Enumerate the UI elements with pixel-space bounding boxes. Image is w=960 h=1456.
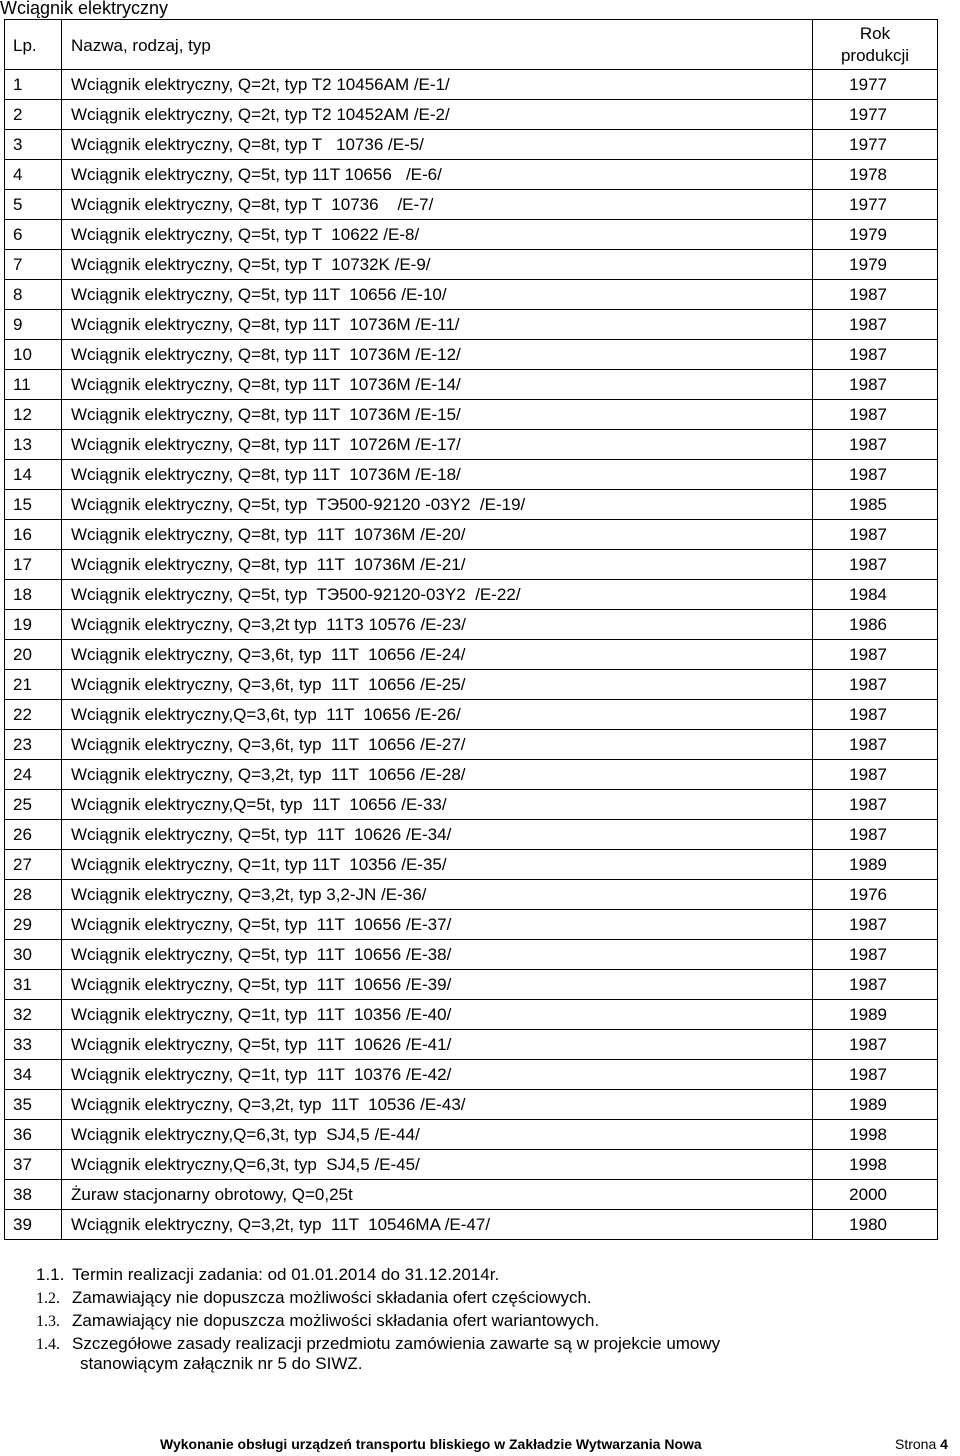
cell-lp: 22 [5, 700, 62, 730]
note-text: Zamawiający nie dopuszcza możliwości składania ofert częściowych. [72, 1288, 592, 1307]
table-row [5, 130, 938, 160]
note-text: Zamawiający nie dopuszcza możliwości składania ofert wariantowych. [72, 1311, 600, 1330]
cell-name: Wciągnik elektryczny, Q=1t, typ 11T 10376 /E-42/ [62, 1060, 813, 1090]
cell-lp: 26 [5, 820, 62, 850]
table-row [5, 190, 938, 220]
table-row [5, 850, 938, 880]
table-row [5, 280, 938, 310]
note-item [36, 1334, 720, 1374]
table-row [5, 1180, 938, 1210]
cell-year: 1987 [813, 520, 938, 550]
cell-name: Wciągnik elektryczny, Q=5t, typ 11T 10656 /E-39/ [62, 970, 813, 1000]
note-number: 1.2. [36, 1290, 60, 1307]
cell-lp: 15 [5, 490, 62, 520]
cell-year: 1984 [813, 580, 938, 610]
cell-name: Wciągnik elektryczny, Q=5t, typ TЭ500-92120 -03Y2 /E-19/ [62, 490, 813, 520]
cell-lp: 32 [5, 1000, 62, 1030]
table-row [5, 100, 938, 130]
cell-name: Wciągnik elektryczny, Q=5t, typ 11T 10656 /E-6/ [62, 160, 813, 190]
cell-lp: 33 [5, 1030, 62, 1060]
cell-year: 1987 [813, 940, 938, 970]
table-row [5, 1120, 938, 1150]
table-row [5, 520, 938, 550]
cell-year: 1989 [813, 850, 938, 880]
cell-name: Wciągnik elektryczny, Q=2t, typ T2 10456AM /E-1/ [62, 70, 813, 100]
cell-year: 1979 [813, 220, 938, 250]
note-item [36, 1311, 599, 1331]
table-row [5, 940, 938, 970]
cell-year: 1987 [813, 730, 938, 760]
cell-year: 1987 [813, 640, 938, 670]
table-row [5, 1090, 938, 1120]
cell-lp: 35 [5, 1090, 62, 1120]
cell-lp: 30 [5, 940, 62, 970]
table-row [5, 700, 938, 730]
table-row [5, 250, 938, 280]
cell-name: Wciągnik elektryczny, Q=8t, typ 11T 10736M /E-11/ [62, 310, 813, 340]
cell-lp: 23 [5, 730, 62, 760]
cell-name: Wciągnik elektryczny, Q=3,2t, typ 11T 10656 /E-28/ [62, 760, 813, 790]
cell-lp: 8 [5, 280, 62, 310]
cell-lp: 21 [5, 670, 62, 700]
cell-lp: 28 [5, 880, 62, 910]
cell-name: Wciągnik elektryczny,Q=3,6t, typ 11T 10656 /E-26/ [62, 700, 813, 730]
table-header-row [5, 20, 938, 70]
cell-year: 1987 [813, 430, 938, 460]
cell-name: Wciągnik elektryczny, Q=5t, typ 11T 10656 /E-37/ [62, 910, 813, 940]
table-row [5, 490, 938, 520]
cell-name: Wciągnik elektryczny, Q=5t, typ 11T 10626 /E-34/ [62, 820, 813, 850]
cell-year: 2000 [813, 1180, 938, 1210]
cell-name: Wciągnik elektryczny,Q=6,3t, typ SJ4,5 /E-45/ [62, 1150, 813, 1180]
cell-lp: 24 [5, 760, 62, 790]
cell-year: 1987 [813, 1030, 938, 1060]
cell-name: Wciągnik elektryczny, Q=8t, typ 11T 10736M /E-18/ [62, 460, 813, 490]
cell-year: 1987 [813, 550, 938, 580]
table-row [5, 820, 938, 850]
table-row [5, 610, 938, 640]
table-row [5, 880, 938, 910]
cell-name: Wciągnik elektryczny, Q=3,2t, typ 11T 10546MA /E-47/ [62, 1210, 813, 1240]
cell-year: 1998 [813, 1120, 938, 1150]
cell-lp: 3 [5, 130, 62, 160]
cell-year: 1987 [813, 460, 938, 490]
table-row [5, 790, 938, 820]
cell-name: Wciągnik elektryczny, Q=2t, typ T2 10452AM /E-2/ [62, 100, 813, 130]
footer-text: Wykonanie obsługi urządzeń transportu bliskiego w Zakładzie Wytwarzania Nowa [160, 1436, 702, 1452]
header-year [813, 20, 938, 70]
cell-lp: 6 [5, 220, 62, 250]
cell-lp: 7 [5, 250, 62, 280]
note-item [36, 1265, 499, 1285]
cell-lp: 18 [5, 580, 62, 610]
cell-year: 1989 [813, 1090, 938, 1120]
table-body [5, 70, 938, 1240]
table-row [5, 970, 938, 1000]
note-number: 1.1. [36, 1265, 65, 1284]
table-row [5, 1060, 938, 1090]
cell-year: 1979 [813, 250, 938, 280]
header-year-line1: Rok [859, 23, 891, 43]
note-number: 1.4. [36, 1336, 60, 1353]
cell-lp: 1 [5, 70, 62, 100]
table-row [5, 430, 938, 460]
table-row [5, 730, 938, 760]
cell-lp: 34 [5, 1060, 62, 1090]
table-row [5, 670, 938, 700]
cell-lp: 12 [5, 400, 62, 430]
cell-name: Wciągnik elektryczny, Q=5t, typ 11T 10626 /E-41/ [62, 1030, 813, 1060]
cell-year: 1987 [813, 910, 938, 940]
table-row [5, 460, 938, 490]
cell-lp: 37 [5, 1150, 62, 1180]
cell-year: 1987 [813, 310, 938, 340]
cell-year: 1987 [813, 370, 938, 400]
cell-year: 1978 [813, 160, 938, 190]
header-year-line2: produkcji [840, 45, 910, 65]
cell-lp: 13 [5, 430, 62, 460]
cell-lp: 29 [5, 910, 62, 940]
cell-name: Wciągnik elektryczny, Q=5t, typ 11T 10656 /E-10/ [62, 280, 813, 310]
table-row [5, 760, 938, 790]
cell-name: Wciągnik elektryczny, Q=8t, typ 11T 10736M /E-15/ [62, 400, 813, 430]
table-row [5, 550, 938, 580]
header-lp: Lp. [5, 20, 62, 70]
cell-year: 1987 [813, 1060, 938, 1090]
cell-lp: 20 [5, 640, 62, 670]
cell-year: 1987 [813, 760, 938, 790]
cell-year: 1987 [813, 670, 938, 700]
cell-name: Wciągnik elektryczny, Q=3,6t, typ 11T 10656 /E-25/ [62, 670, 813, 700]
table-row [5, 370, 938, 400]
cell-name: Żuraw stacjonarny obrotowy, Q=0,25t [62, 1180, 813, 1210]
cell-name: Wciągnik elektryczny, Q=3,2t, typ 3,2-JN /E-36/ [62, 880, 813, 910]
cell-name: Wciągnik elektryczny, Q=5t, typ TЭ500-92120-03Y2 /E-22/ [62, 580, 813, 610]
cell-lp: 5 [5, 190, 62, 220]
table-row [5, 160, 938, 190]
cell-lp: 11 [5, 370, 62, 400]
cell-name: Wciągnik elektryczny, Q=5t, typ T 10622 /E-8/ [62, 220, 813, 250]
cell-year: 1980 [813, 1210, 938, 1240]
cell-year: 1985 [813, 490, 938, 520]
document-title: Wciągnik elektryczny [0, 0, 169, 18]
note-number: 1.3. [36, 1313, 60, 1330]
note-text: Termin realizacji zadania: od 01.01.2014 do 31.12.2014r. [72, 1265, 500, 1284]
table-row [5, 580, 938, 610]
cell-year: 1976 [813, 880, 938, 910]
cell-year: 1989 [813, 1000, 938, 1030]
cell-year: 1977 [813, 190, 938, 220]
cell-lp: 39 [5, 1210, 62, 1240]
cell-name: Wciągnik elektryczny, Q=8t, typ 11T 10726M /E-17/ [62, 430, 813, 460]
cell-year: 1987 [813, 820, 938, 850]
cell-name: Wciągnik elektryczny, Q=8t, typ 11T 10736M /E-14/ [62, 370, 813, 400]
page-label: Strona [895, 1436, 937, 1452]
table-row [5, 1150, 938, 1180]
header-name: Nazwa, rodzaj, typ [62, 20, 813, 70]
cell-year: 1987 [813, 400, 938, 430]
cell-lp: 17 [5, 550, 62, 580]
cell-lp: 9 [5, 310, 62, 340]
cell-lp: 14 [5, 460, 62, 490]
table-row [5, 640, 938, 670]
cell-year: 1987 [813, 340, 938, 370]
table-row [5, 910, 938, 940]
cell-year: 1977 [813, 70, 938, 100]
page-number-value: 4 [940, 1436, 948, 1452]
cell-name: Wciągnik elektryczny, Q=8t, typ 11T 10736M /E-21/ [62, 550, 813, 580]
cell-name: Wciągnik elektryczny, Q=3,2t, typ 11T 10536 /E-43/ [62, 1090, 813, 1120]
cell-name: Wciągnik elektryczny, Q=3,2t typ 11T3 10576 /E-23/ [62, 610, 813, 640]
cell-name: Wciągnik elektryczny, Q=1t, typ 11T 10356 /E-35/ [62, 850, 813, 880]
cell-name: Wciągnik elektryczny, Q=3,6t, typ 11T 10656 /E-24/ [62, 640, 813, 670]
cell-year: 1986 [813, 610, 938, 640]
cell-lp: 27 [5, 850, 62, 880]
cell-lp: 38 [5, 1180, 62, 1210]
cell-year: 1987 [813, 790, 938, 820]
cell-name: Wciągnik elektryczny, Q=8t, typ 11T 10736M /E-20/ [62, 520, 813, 550]
cell-name: Wciągnik elektryczny, Q=5t, typ T 10732K /E-9/ [62, 250, 813, 280]
cell-lp: 10 [5, 340, 62, 370]
table-row [5, 220, 938, 250]
cell-name: Wciągnik elektryczny, Q=1t, typ 11T 10356 /E-40/ [62, 1000, 813, 1030]
cell-name: Wciągnik elektryczny,Q=6,3t, typ SJ4,5 /E-44/ [62, 1120, 813, 1150]
cell-year: 1998 [813, 1150, 938, 1180]
cell-lp: 19 [5, 610, 62, 640]
equipment-table [4, 19, 938, 1240]
cell-year: 1987 [813, 280, 938, 310]
cell-lp: 4 [5, 160, 62, 190]
cell-name: Wciągnik elektryczny, Q=8t, typ T 10736 /E-7/ [62, 190, 813, 220]
note-item [36, 1288, 592, 1308]
table-row [5, 70, 938, 100]
cell-year: 1977 [813, 130, 938, 160]
table-row [5, 310, 938, 340]
cell-name: Wciągnik elektryczny,Q=5t, typ 11T 10656 /E-33/ [62, 790, 813, 820]
cell-year: 1987 [813, 970, 938, 1000]
cell-lp: 25 [5, 790, 62, 820]
cell-name: Wciągnik elektryczny, Q=5t, typ 11T 10656 /E-38/ [62, 940, 813, 970]
cell-name: Wciągnik elektryczny, Q=3,6t, typ 11T 10656 /E-27/ [62, 730, 813, 760]
cell-year: 1977 [813, 100, 938, 130]
cell-name: Wciągnik elektryczny, Q=8t, typ T 10736 /E-5/ [62, 130, 813, 160]
note-text: Szczegółowe zasady realizacji przedmiotu zamówienia zawarte są w projekcie umowy [72, 1334, 721, 1353]
table-row [5, 340, 938, 370]
cell-name: Wciągnik elektryczny, Q=8t, typ 11T 10736M /E-12/ [62, 340, 813, 370]
note-text-continuation: stanowiącym załącznik nr 5 do SIWZ. [80, 1354, 363, 1373]
page-number [895, 1436, 948, 1452]
cell-lp: 16 [5, 520, 62, 550]
cell-lp: 31 [5, 970, 62, 1000]
table-row [5, 1210, 938, 1240]
table-row [5, 1030, 938, 1060]
table-row [5, 400, 938, 430]
cell-lp: 2 [5, 100, 62, 130]
cell-lp: 36 [5, 1120, 62, 1150]
cell-year: 1987 [813, 700, 938, 730]
table-row [5, 1000, 938, 1030]
